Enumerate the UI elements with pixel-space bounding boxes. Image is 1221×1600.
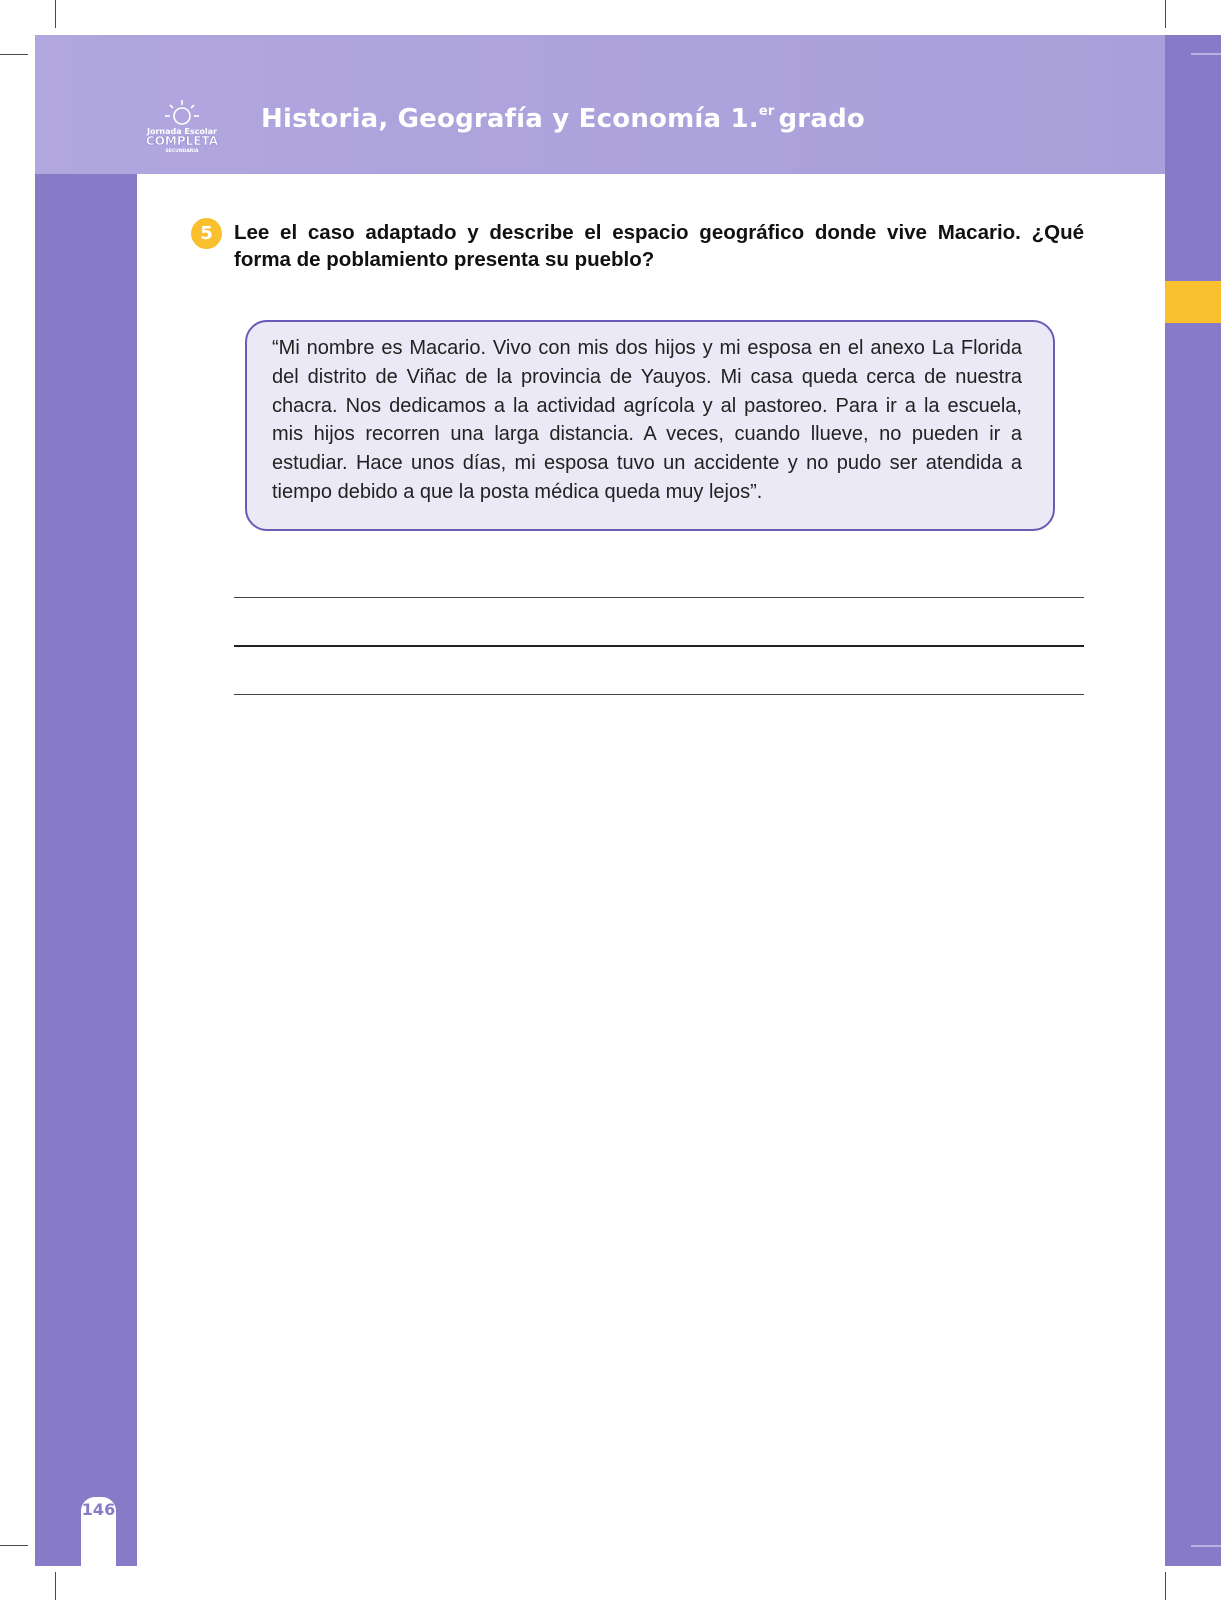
right-side-band bbox=[1165, 35, 1221, 1566]
header-title-sup: er bbox=[758, 104, 775, 119]
question-number-badge: 5 bbox=[191, 218, 222, 249]
page-header-title bbox=[261, 104, 865, 134]
jornada-escolar-completa-logo bbox=[140, 96, 224, 156]
quote-text: “Mi nombre es Macario. Vivo con mis dos hijos y mi esposa en el anexo La Florida del distrito de Viñac de la provincia de Yauyos. Mi casa queda cerca de nuestra chacra. Nos dedicamos a la actividad agrícola y al pastoreo. Para ir a la escuela, mis hijos recorren una larga distancia. A veces, cuando llueve, no pueden ir a estudiar. Hace unos días, mi esposa tuvo un accidente y no pudo ser atendida a tiempo debido a que la posta médica queda muy lejos”. bbox=[272, 337, 1022, 503]
logo-text-line2: COMPLETA bbox=[145, 134, 219, 148]
crop-mark bbox=[0, 54, 28, 55]
header-title-end: grado bbox=[778, 104, 865, 134]
header-title-main: Historia, Geografía y Economía 1. bbox=[261, 104, 759, 134]
crop-mark bbox=[55, 1572, 56, 1600]
answer-line[interactable] bbox=[234, 597, 1084, 598]
question-text: Lee el caso adaptado y describe el espacio geográfico donde vive Macario. ¿Qué forma de poblamiento presenta su pueblo? bbox=[234, 221, 1084, 271]
band-rule bbox=[1191, 53, 1221, 55]
answer-line[interactable] bbox=[234, 645, 1084, 647]
crop-mark bbox=[55, 0, 56, 28]
section-tab bbox=[1165, 281, 1221, 323]
left-side-band bbox=[35, 174, 137, 1566]
page-number: 146 bbox=[81, 1500, 116, 1519]
crop-mark bbox=[0, 1545, 28, 1546]
logo-text-line1: Jornada Escolar bbox=[147, 127, 217, 136]
logo-text-line3: SECUNDARIA bbox=[165, 149, 199, 154]
crop-mark bbox=[1165, 0, 1166, 28]
sun-icon bbox=[174, 108, 190, 124]
answer-line[interactable] bbox=[234, 694, 1084, 695]
band-rule bbox=[1191, 1545, 1221, 1547]
crop-mark bbox=[1165, 1572, 1166, 1600]
